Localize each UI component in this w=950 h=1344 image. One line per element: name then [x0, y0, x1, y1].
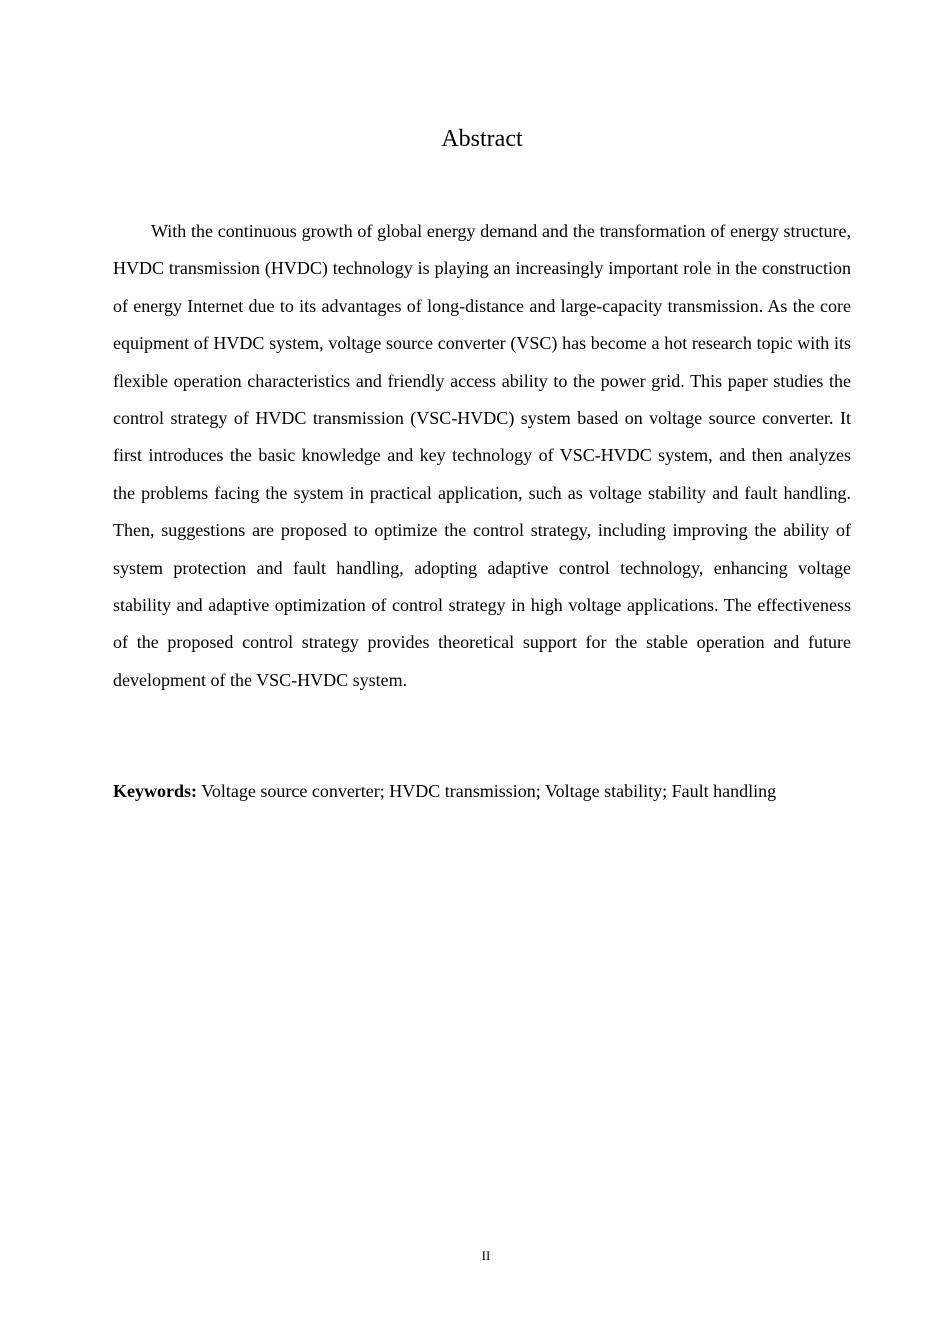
keywords-line	[113, 774, 851, 808]
page-number: II	[481, 1248, 491, 1263]
abstract-paragraph: With the continuous growth of global energy demand and the transformation of energy structure, HVDC transmission (HVDC) technology is playing an increasingly important role in the construction of energy Internet due to its advantages of long-distance and large-capacity transmission. As the core equipment of HVDC system, voltage source converter (VSC) has become a hot research topic with its flexible operation characteristics and friendly access ability to the power grid. This paper studies the control strategy of HVDC transmission (VSC-HVDC) system based on voltage source converter. It first introduces the basic knowledge and key technology of VSC-HVDC system, and then analyzes the problems facing the system in practical application, such as voltage stability and fault handling. Then, suggestions are proposed to optimize the control strategy, including improving the ability of system protection and fault handling, adopting adaptive control technology, enhancing voltage stability and adaptive optimization of control strategy in high voltage applications. The effectiveness of the proposed control strategy provides theoretical support for the stable operation and future development of the VSC-HVDC system.	[113, 221, 851, 690]
keywords-text: Voltage source converter; HVDC transmission; Voltage stability; Fault handling	[201, 781, 777, 801]
keywords-label: Keywords:	[113, 781, 197, 801]
page-title: Abstract	[441, 126, 523, 152]
